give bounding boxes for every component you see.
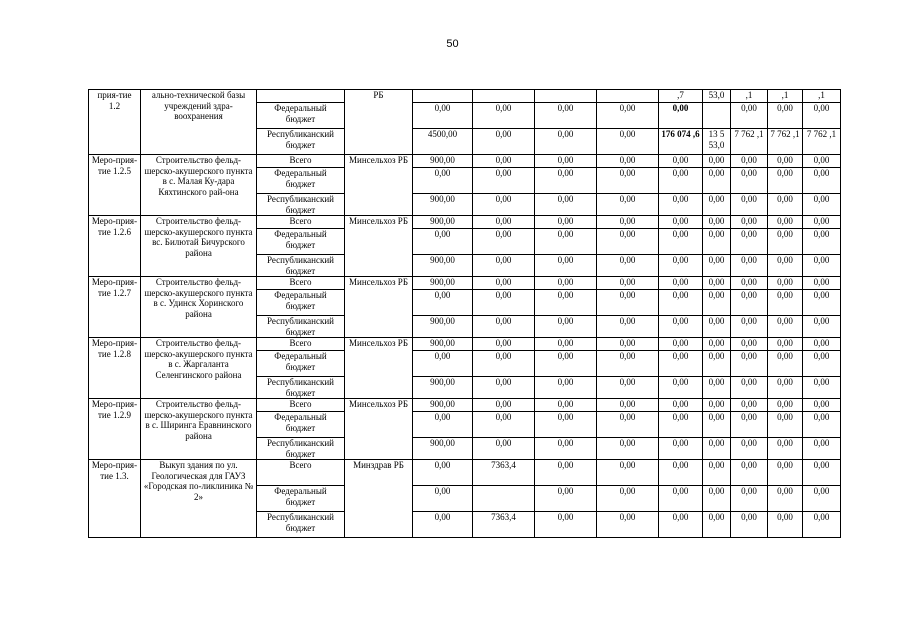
value-cell: 0,00 bbox=[535, 194, 597, 216]
value-cell: 0,00 bbox=[803, 194, 841, 216]
funding-source: Федеральный бюджет bbox=[257, 103, 345, 129]
executor: РБ bbox=[345, 90, 413, 155]
value-cell: 0,00 bbox=[473, 377, 535, 399]
value-cell: 0,00 bbox=[803, 377, 841, 399]
funding-source: Федеральный бюджет bbox=[257, 351, 345, 377]
value-cell: 0,00 bbox=[731, 460, 768, 486]
value-cell: 0,00 bbox=[473, 277, 535, 290]
value-cell: 0,00 bbox=[768, 255, 803, 277]
value-cell: 0,00 bbox=[535, 168, 597, 194]
value-cell: 0,00 bbox=[703, 155, 731, 168]
value-cell: 0,00 bbox=[535, 290, 597, 316]
activity-id: Меро-прия-тие 1.2.6 bbox=[89, 216, 141, 277]
funding-source: Республиканский бюджет bbox=[257, 512, 345, 538]
funding-source bbox=[257, 90, 345, 103]
value-cell: 0,00 bbox=[597, 277, 659, 290]
activity-id: Меро-прия-тие 1.2.9 bbox=[89, 399, 141, 460]
value-cell: 0,00 bbox=[597, 460, 659, 486]
value-cell: 0,00 bbox=[703, 277, 731, 290]
table-row bbox=[89, 399, 841, 412]
activity-name: Выкуп здания по ул. Геологическая для ГАУЗ «Городская по-ликлиника № 2» bbox=[141, 460, 257, 538]
value-cell: 0,00 bbox=[768, 438, 803, 460]
value-cell: 0,00 bbox=[731, 399, 768, 412]
value-cell: 0,00 bbox=[768, 338, 803, 351]
value-cell: 900,00 bbox=[413, 194, 473, 216]
funding-source: Всего bbox=[257, 399, 345, 412]
value-cell: 0,00 bbox=[473, 338, 535, 351]
value-cell: 0,00 bbox=[703, 316, 731, 338]
funding-source: Всего bbox=[257, 338, 345, 351]
value-cell: 0,00 bbox=[731, 290, 768, 316]
value-cell: 0,00 bbox=[473, 255, 535, 277]
value-cell: 0,00 bbox=[535, 412, 597, 438]
value-cell: 0,00 bbox=[803, 155, 841, 168]
value-cell: ,7 bbox=[659, 90, 703, 103]
value-cell: 0,00 bbox=[535, 216, 597, 229]
value-cell: 0,00 bbox=[803, 512, 841, 538]
value-cell: 900,00 bbox=[413, 216, 473, 229]
value-cell: 7363,4 bbox=[473, 460, 535, 486]
value-cell: 0,00 bbox=[731, 338, 768, 351]
value-cell: 0,00 bbox=[768, 351, 803, 377]
value-cell: 900,00 bbox=[413, 277, 473, 290]
value-cell: 0,00 bbox=[535, 399, 597, 412]
value-cell: 0,00 bbox=[597, 399, 659, 412]
value-cell: 0,00 bbox=[703, 399, 731, 412]
value-cell: 0,00 bbox=[413, 103, 473, 129]
value-cell: 0,00 bbox=[535, 155, 597, 168]
value-cell: 0,00 bbox=[803, 229, 841, 255]
funding-source: Республиканский бюджет bbox=[257, 438, 345, 460]
value-cell: 0,00 bbox=[659, 229, 703, 255]
table-row bbox=[89, 90, 841, 103]
value-cell: 0,00 bbox=[768, 460, 803, 486]
value-cell: 0,00 bbox=[597, 512, 659, 538]
value-cell: 0,00 bbox=[768, 168, 803, 194]
value-cell bbox=[535, 90, 597, 103]
value-cell: 0,00 bbox=[803, 438, 841, 460]
value-cell: 0,00 bbox=[703, 486, 731, 512]
value-cell: 0,00 bbox=[659, 438, 703, 460]
value-cell: 0,00 bbox=[703, 168, 731, 194]
value-cell: 0,00 bbox=[535, 438, 597, 460]
value-cell: 0,00 bbox=[703, 229, 731, 255]
value-cell: 0,00 bbox=[803, 351, 841, 377]
value-cell: 0,00 bbox=[413, 229, 473, 255]
value-cell: 53,0 bbox=[703, 90, 731, 103]
value-cell bbox=[703, 103, 731, 129]
value-cell: 0,00 bbox=[768, 216, 803, 229]
activity-id: Меро-прия-тие 1.2.8 bbox=[89, 338, 141, 399]
value-cell: 7 762 ,1 bbox=[731, 129, 768, 155]
activity-id: Меро-прия-тие 1.2.5 bbox=[89, 155, 141, 216]
value-cell: 0,00 bbox=[597, 316, 659, 338]
value-cell: 0,00 bbox=[803, 399, 841, 412]
value-cell: 0,00 bbox=[659, 486, 703, 512]
value-cell: 0,00 bbox=[535, 460, 597, 486]
table-row bbox=[89, 216, 841, 229]
activity-id: прия-тие 1.2 bbox=[89, 90, 141, 155]
value-cell: 0,00 bbox=[659, 351, 703, 377]
funding-source: Федеральный бюджет bbox=[257, 229, 345, 255]
value-cell: 0,00 bbox=[413, 486, 473, 512]
value-cell: 0,00 bbox=[535, 512, 597, 538]
activity-name: ально-технической базы учреждений здра-воохранения bbox=[141, 90, 257, 155]
value-cell: 0,00 bbox=[535, 103, 597, 129]
value-cell: 0,00 bbox=[768, 486, 803, 512]
value-cell: 0,00 bbox=[731, 229, 768, 255]
value-cell: 0,00 bbox=[803, 216, 841, 229]
activity-name: Строительство фельд-шерско-акушерского пункта в с. Малая Ку-дара Кяхтинского рай-она bbox=[141, 155, 257, 216]
activity-name: Строительство фельд-шерско-акушерского пункта вс. Билютай Бичурского района bbox=[141, 216, 257, 277]
value-cell: ,1 bbox=[731, 90, 768, 103]
funding-source: Республиканский бюджет bbox=[257, 377, 345, 399]
value-cell: 0,00 bbox=[535, 351, 597, 377]
value-cell: 0,00 bbox=[659, 512, 703, 538]
value-cell: ,1 bbox=[803, 90, 841, 103]
value-cell: 0,00 bbox=[597, 290, 659, 316]
value-cell: 0,00 bbox=[703, 412, 731, 438]
value-cell: 0,00 bbox=[535, 486, 597, 512]
value-cell: 0,00 bbox=[731, 103, 768, 129]
value-cell: 4500,00 bbox=[413, 129, 473, 155]
value-cell: 0,00 bbox=[535, 316, 597, 338]
executor: Минздрав РБ bbox=[345, 460, 413, 538]
value-cell: 0,00 bbox=[659, 155, 703, 168]
value-cell: 900,00 bbox=[413, 377, 473, 399]
value-cell: 7363,4 bbox=[473, 512, 535, 538]
value-cell: 0,00 bbox=[535, 129, 597, 155]
funding-source: Федеральный бюджет bbox=[257, 412, 345, 438]
value-cell: 0,00 bbox=[659, 277, 703, 290]
value-cell: 900,00 bbox=[413, 399, 473, 412]
value-cell: 0,00 bbox=[659, 316, 703, 338]
funding-source: Республиканский бюджет bbox=[257, 129, 345, 155]
value-cell: 0,00 bbox=[703, 255, 731, 277]
value-cell: 0,00 bbox=[703, 194, 731, 216]
value-cell: 0,00 bbox=[803, 290, 841, 316]
value-cell: 0,00 bbox=[803, 255, 841, 277]
value-cell: 0,00 bbox=[413, 512, 473, 538]
activity-id: Меро-прия-тие 1.3. bbox=[89, 460, 141, 538]
value-cell: 0,00 bbox=[659, 338, 703, 351]
value-cell: 0,00 bbox=[597, 155, 659, 168]
value-cell: 900,00 bbox=[413, 438, 473, 460]
value-cell: 0,00 bbox=[659, 377, 703, 399]
value-cell bbox=[473, 486, 535, 512]
budget-table bbox=[88, 89, 841, 538]
value-cell: 0,00 bbox=[473, 290, 535, 316]
funding-source: Всего bbox=[257, 460, 345, 486]
value-cell: 0,00 bbox=[597, 438, 659, 460]
value-cell: 0,00 bbox=[597, 216, 659, 229]
value-cell: 0,00 bbox=[597, 129, 659, 155]
value-cell: 0,00 bbox=[473, 316, 535, 338]
value-cell: 0,00 bbox=[473, 399, 535, 412]
value-cell: 0,00 bbox=[768, 103, 803, 129]
value-cell: 0,00 bbox=[731, 194, 768, 216]
table-row bbox=[89, 155, 841, 168]
value-cell: 0,00 bbox=[803, 103, 841, 129]
value-cell: 0,00 bbox=[659, 412, 703, 438]
page-number: 50 bbox=[446, 38, 459, 50]
value-cell: 0,00 bbox=[535, 255, 597, 277]
activity-name: Строительство фельд-шерско-акушерского пункта в с. Удинск Хоринского района bbox=[141, 277, 257, 338]
value-cell: 0,00 bbox=[597, 103, 659, 129]
value-cell: 0,00 bbox=[413, 412, 473, 438]
value-cell: 0,00 bbox=[768, 229, 803, 255]
value-cell: 0,00 bbox=[731, 412, 768, 438]
value-cell: ,1 bbox=[768, 90, 803, 103]
table-row bbox=[89, 277, 841, 290]
value-cell: 13 5 53,0 bbox=[703, 129, 731, 155]
value-cell: 7 762 ,1 bbox=[768, 129, 803, 155]
value-cell: 0,00 bbox=[768, 277, 803, 290]
value-cell: 900,00 bbox=[413, 255, 473, 277]
value-cell: 0,00 bbox=[659, 103, 703, 129]
value-cell: 0,00 bbox=[413, 351, 473, 377]
value-cell: 900,00 bbox=[413, 155, 473, 168]
funding-source: Федеральный бюджет bbox=[257, 168, 345, 194]
funding-source: Всего bbox=[257, 277, 345, 290]
value-cell: 0,00 bbox=[803, 316, 841, 338]
value-cell: 0,00 bbox=[597, 412, 659, 438]
activity-id: Меро-прия-тие 1.2.7 bbox=[89, 277, 141, 338]
value-cell: 0,00 bbox=[703, 438, 731, 460]
value-cell: 0,00 bbox=[768, 290, 803, 316]
value-cell: 0,00 bbox=[731, 277, 768, 290]
value-cell: 0,00 bbox=[597, 194, 659, 216]
value-cell: 0,00 bbox=[535, 338, 597, 351]
funding-source: Всего bbox=[257, 155, 345, 168]
value-cell: 900,00 bbox=[413, 338, 473, 351]
funding-source: Республиканский бюджет bbox=[257, 255, 345, 277]
value-cell: 0,00 bbox=[473, 155, 535, 168]
value-cell: 0,00 bbox=[473, 194, 535, 216]
value-cell: 0,00 bbox=[413, 168, 473, 194]
value-cell: 0,00 bbox=[768, 399, 803, 412]
activity-name: Строительство фельд-шерско-акушерского пункта в с. Ширинга Еравнинского района bbox=[141, 399, 257, 460]
value-cell: 0,00 bbox=[731, 377, 768, 399]
value-cell: 0,00 bbox=[473, 129, 535, 155]
value-cell: 0,00 bbox=[731, 255, 768, 277]
value-cell: 0,00 bbox=[597, 351, 659, 377]
value-cell: 0,00 bbox=[659, 168, 703, 194]
value-cell: 0,00 bbox=[731, 486, 768, 512]
value-cell: 0,00 bbox=[597, 338, 659, 351]
value-cell: 0,00 bbox=[803, 277, 841, 290]
value-cell: 0,00 bbox=[597, 255, 659, 277]
value-cell: 0,00 bbox=[731, 512, 768, 538]
value-cell: 0,00 bbox=[731, 438, 768, 460]
value-cell bbox=[413, 90, 473, 103]
executor: Минсельхоз РБ bbox=[345, 216, 413, 277]
table-row bbox=[89, 460, 841, 486]
value-cell: 0,00 bbox=[703, 338, 731, 351]
value-cell: 0,00 bbox=[473, 168, 535, 194]
executor: Минсельхоз РБ bbox=[345, 399, 413, 460]
value-cell: 0,00 bbox=[659, 290, 703, 316]
value-cell: 0,00 bbox=[659, 399, 703, 412]
table-row bbox=[89, 338, 841, 351]
value-cell: 0,00 bbox=[659, 255, 703, 277]
value-cell: 0,00 bbox=[535, 229, 597, 255]
funding-source: Федеральный бюджет bbox=[257, 486, 345, 512]
value-cell: 0,00 bbox=[731, 216, 768, 229]
value-cell: 0,00 bbox=[473, 103, 535, 129]
value-cell: 7 762 ,1 bbox=[803, 129, 841, 155]
value-cell: 0,00 bbox=[803, 412, 841, 438]
funding-source: Республиканский бюджет bbox=[257, 316, 345, 338]
value-cell: 0,00 bbox=[597, 486, 659, 512]
value-cell: 0,00 bbox=[413, 290, 473, 316]
value-cell: 0,00 bbox=[703, 512, 731, 538]
value-cell: 0,00 bbox=[473, 229, 535, 255]
value-cell: 0,00 bbox=[535, 277, 597, 290]
funding-source: Федеральный бюджет bbox=[257, 290, 345, 316]
value-cell: 0,00 bbox=[768, 412, 803, 438]
value-cell: 0,00 bbox=[413, 460, 473, 486]
value-cell: 0,00 bbox=[731, 316, 768, 338]
executor: Минсельхоз РБ bbox=[345, 155, 413, 216]
value-cell: 0,00 bbox=[803, 338, 841, 351]
value-cell: 0,00 bbox=[803, 486, 841, 512]
executor: Минсельхоз РБ bbox=[345, 277, 413, 338]
value-cell: 0,00 bbox=[803, 460, 841, 486]
funding-source: Всего bbox=[257, 216, 345, 229]
value-cell: 0,00 bbox=[768, 155, 803, 168]
value-cell: 0,00 bbox=[731, 168, 768, 194]
value-cell: 0,00 bbox=[768, 377, 803, 399]
value-cell: 0,00 bbox=[597, 377, 659, 399]
value-cell bbox=[597, 90, 659, 103]
value-cell: 0,00 bbox=[473, 412, 535, 438]
value-cell: 176 074 ,6 bbox=[659, 129, 703, 155]
funding-source: Республиканский бюджет bbox=[257, 194, 345, 216]
value-cell: 900,00 bbox=[413, 316, 473, 338]
value-cell: 0,00 bbox=[703, 351, 731, 377]
value-cell: 0,00 bbox=[659, 216, 703, 229]
value-cell: 0,00 bbox=[473, 438, 535, 460]
value-cell: 0,00 bbox=[703, 290, 731, 316]
value-cell: 0,00 bbox=[703, 377, 731, 399]
value-cell: 0,00 bbox=[597, 168, 659, 194]
value-cell: 0,00 bbox=[803, 168, 841, 194]
value-cell: 0,00 bbox=[731, 351, 768, 377]
value-cell: 0,00 bbox=[597, 229, 659, 255]
value-cell: 0,00 bbox=[731, 155, 768, 168]
value-cell: 0,00 bbox=[768, 194, 803, 216]
value-cell: 0,00 bbox=[703, 216, 731, 229]
value-cell: 0,00 bbox=[768, 512, 803, 538]
activity-name: Строительство фельд-шерско-акушерского пункта в с. Жаргаланта Селенгинского района bbox=[141, 338, 257, 399]
value-cell: 0,00 bbox=[659, 460, 703, 486]
value-cell: 0,00 bbox=[703, 460, 731, 486]
value-cell: 0,00 bbox=[473, 351, 535, 377]
value-cell: 0,00 bbox=[768, 316, 803, 338]
value-cell: 0,00 bbox=[535, 377, 597, 399]
value-cell: 0,00 bbox=[473, 216, 535, 229]
executor: Минсельхоз РБ bbox=[345, 338, 413, 399]
value-cell bbox=[473, 90, 535, 103]
value-cell: 0,00 bbox=[659, 194, 703, 216]
